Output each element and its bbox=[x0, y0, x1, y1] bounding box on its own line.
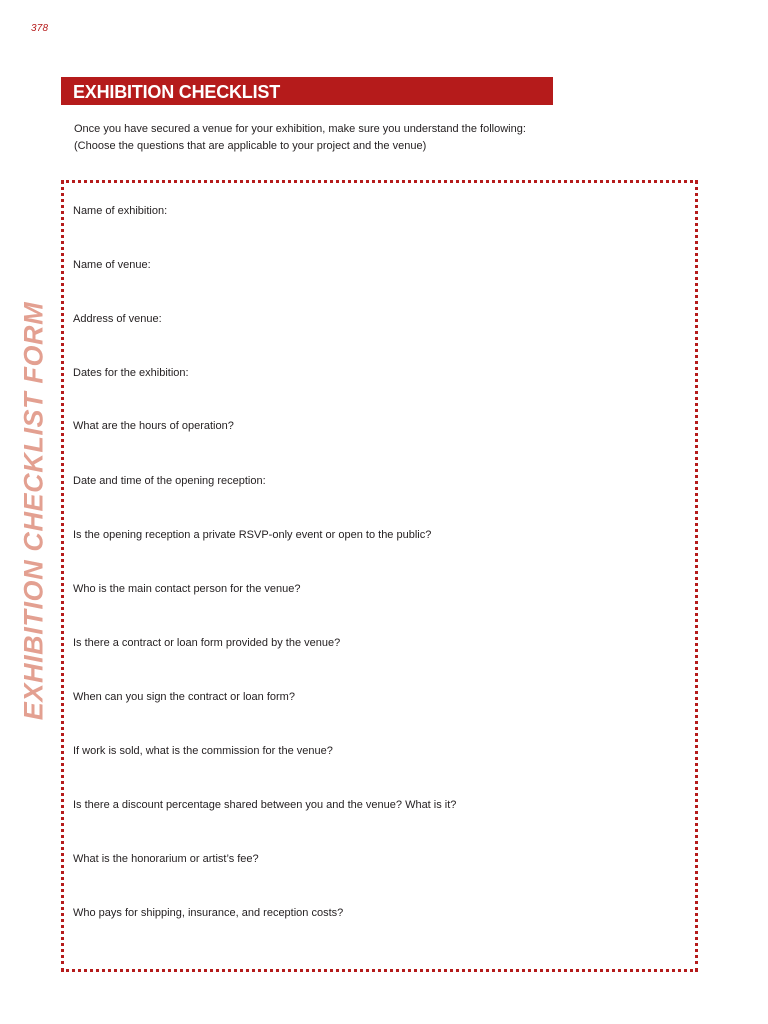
intro-line-2: (Choose the questions that are applicable to your project and the venue) bbox=[74, 140, 427, 152]
question-item: Is the opening reception a private RSVP-only event or open to the public? bbox=[73, 529, 432, 541]
question-item: Date and time of the opening reception: bbox=[73, 475, 266, 487]
question-item: Name of exhibition: bbox=[73, 205, 168, 217]
intro-text bbox=[74, 121, 694, 155]
question-item: What is the honorarium or artist’s fee? bbox=[73, 853, 259, 865]
question-item: Name of venue: bbox=[73, 259, 151, 271]
question-item: What are the hours of operation? bbox=[73, 420, 234, 432]
question-item: When can you sign the contract or loan form? bbox=[73, 691, 295, 703]
page-title: EXHIBITION CHECKLIST bbox=[73, 82, 281, 102]
question-item: Address of venue: bbox=[73, 313, 162, 325]
side-form-label: EXHIBITION CHECKLIST FORM bbox=[18, 301, 49, 721]
intro-line-1: Once you have secured a venue for your exhibition, make sure you understand the following: bbox=[74, 123, 526, 135]
question-item: If work is sold, what is the commission for the venue? bbox=[73, 745, 333, 757]
question-item: Dates for the exhibition: bbox=[73, 367, 189, 379]
page-number: 378 bbox=[31, 23, 49, 34]
question-item: Is there a contract or loan form provided by the venue? bbox=[73, 637, 341, 649]
question-item: Who is the main contact person for the venue? bbox=[73, 583, 301, 595]
question-item: Is there a discount percentage shared between you and the venue? What is it? bbox=[73, 799, 457, 811]
question-item: Who pays for shipping, insurance, and reception costs? bbox=[73, 907, 344, 919]
title-banner bbox=[61, 77, 553, 105]
